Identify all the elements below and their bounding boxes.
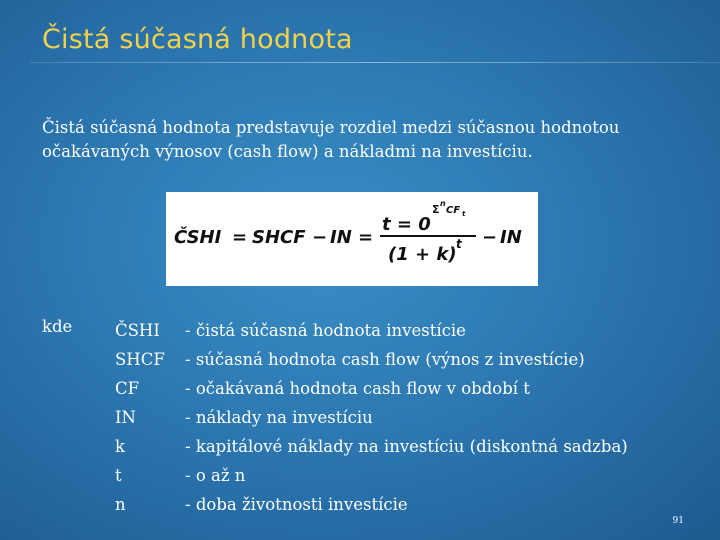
variable-row [115, 316, 628, 345]
variable-row [115, 403, 628, 432]
variable-description: - očakávaná hodnota cash flow v období t [185, 379, 530, 398]
variable-description: - čistá súčasná hodnota investície [185, 321, 466, 340]
formula-minus1: − [312, 227, 328, 248]
variable-list [115, 316, 628, 519]
formula-sigma: Σ [432, 203, 440, 216]
variable-row [115, 374, 628, 403]
variable-row [115, 490, 628, 519]
variable-description: - o až n [185, 466, 246, 485]
formula-eq2: = [358, 227, 374, 248]
npv-formula [166, 192, 538, 286]
variable-description: - doba životnosti investície [185, 495, 408, 514]
slide-title: Čistá súčasná hodnota [42, 24, 353, 55]
variable-description: - náklady na investíciu [185, 408, 373, 427]
variable-description: - súčasná hodnota cash flow (výnos z investície) [185, 350, 585, 369]
variable-symbol: CF [115, 379, 140, 398]
variable-symbol: k [115, 437, 125, 456]
intro-paragraph: Čistá súčasná hodnota predstavuje rozdiel medzi súčasnou hodnotou očakávaných výnosov (cash flow) a nákladmi na investíciu. [42, 118, 620, 161]
formula-lhs: ČSHI [174, 227, 222, 248]
page-number: 91 [672, 516, 684, 526]
variable-symbol: ČSHI [115, 321, 160, 340]
variable-symbol: SHCF [115, 350, 165, 369]
formula-denominator: (1 + k) [388, 244, 457, 265]
formula-sum-lower: t = 0 [382, 214, 431, 235]
formula-shcf: SHCF [252, 227, 306, 248]
variable-row [115, 432, 628, 461]
variable-symbol: n [115, 495, 126, 514]
formula-sum-term-sub: t [462, 210, 466, 218]
formula-in1: IN [330, 227, 352, 248]
variable-symbol: IN [115, 408, 136, 427]
variable-row [115, 345, 628, 374]
formula-sum-term: CF [446, 205, 461, 216]
formula-eq1: = [232, 227, 248, 248]
variable-row [115, 461, 628, 490]
formula-minus2: − [482, 227, 498, 248]
formula-image [166, 192, 538, 286]
formula-sum-upper: n [440, 199, 446, 208]
kde-label: kde [42, 317, 73, 336]
variable-description: - kapitálové náklady na investíciu (diskontná sadzba) [185, 437, 628, 456]
formula-denominator-exp: t [456, 237, 462, 251]
formula-in2: IN [500, 227, 522, 248]
variable-symbol: t [115, 466, 122, 485]
title-divider [30, 62, 720, 63]
